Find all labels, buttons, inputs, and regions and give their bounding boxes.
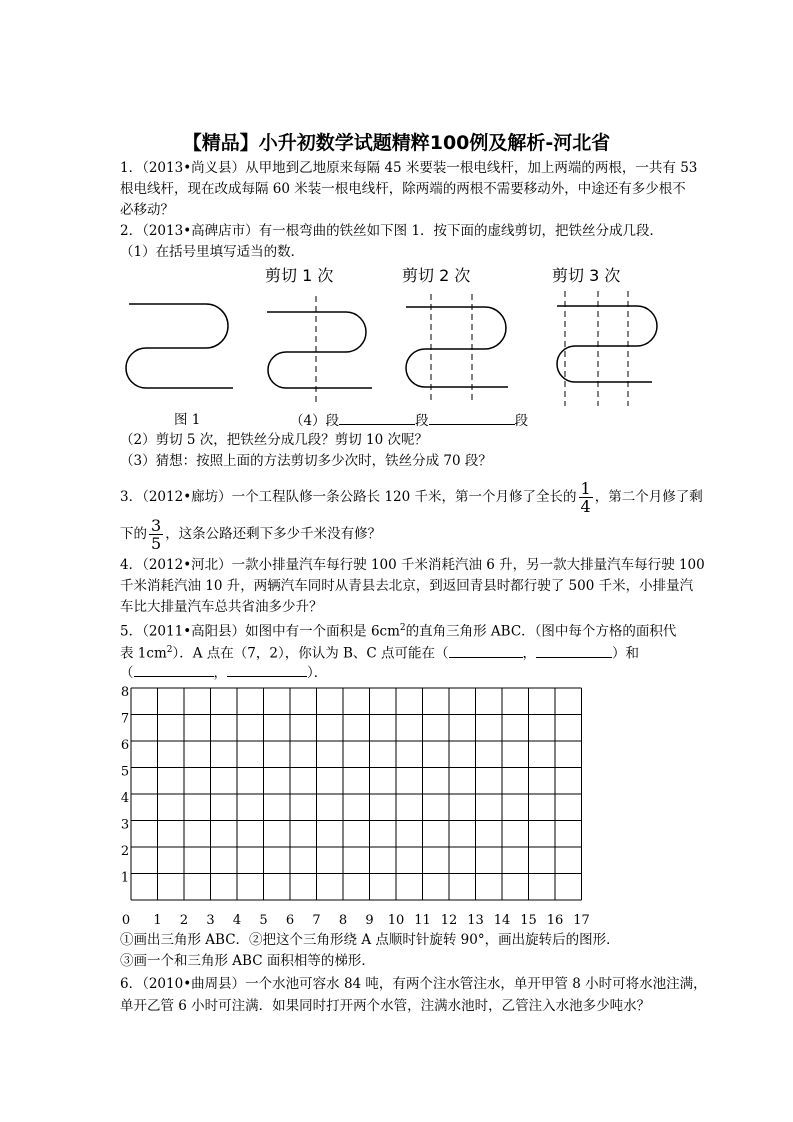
fraction-denominator: 5: [151, 534, 162, 553]
page-title: 【精品】小升初数学试题精粹100例及解析-河北省: [182, 132, 611, 154]
q2-line-1: 2．（2013•高碑店市）有一根弯曲的铁丝如下图 1．按下面的虚线剪切，把铁丝分成几段．: [120, 223, 664, 239]
x-axis-tick-label: 10: [387, 913, 405, 928]
x-axis-tick-label: 15: [520, 913, 537, 928]
q2-sub-3: （3）猜想：按照上面的方法剪切多少次时，铁丝分成 70 段？: [120, 453, 492, 469]
x-axis-tick-label: 0: [121, 913, 131, 928]
q3-text-d: ，这条公路还剩下多少千米没有修？: [165, 526, 382, 542]
segments-unit-2: 段: [514, 413, 529, 429]
x-axis-tick-label: 4: [232, 913, 242, 928]
cut-twice-caption: 剪切 2 次: [402, 266, 471, 285]
y-axis-tick-label: 7: [120, 711, 130, 727]
q3-text-a: 3．（2012•廊坊）一个工程队修一条公路长 120 千米，第一个月修了全长的: [120, 489, 577, 505]
x-axis-tick-label: 16: [546, 913, 564, 928]
q6-line-2: 单开乙管 6 小时可注满．如果同时打开两个水管，注满水池时，乙管注入水池多少吨水？: [120, 998, 651, 1014]
x-axis-tick-label: 6: [285, 913, 295, 928]
x-axis-tick-label: 11: [414, 913, 431, 928]
x-axis-tick-label: 8: [338, 913, 348, 928]
q5-sub-1: ①画出三角形 ABC．②把这个三角形绕 A 点顺时针旋转 90°，画出旋转后的图形．: [120, 932, 620, 948]
q5-text-3c: ）．: [307, 665, 328, 681]
x-axis-tick-label: 2: [179, 913, 189, 928]
y-axis-tick-label: 4: [120, 791, 130, 806]
q5-text-2c: ，: [522, 645, 537, 662]
fraction-numerator: 1: [580, 479, 591, 498]
cut-thrice-caption: 剪切 3 次: [552, 266, 621, 285]
x-axis-tick-label: 7: [312, 913, 321, 928]
x-axis-tick-label: 3: [206, 913, 215, 928]
q1-line-3: 必移动？: [120, 202, 174, 218]
y-axis-tick-label: 5: [120, 764, 130, 780]
q4-line-2: 千米消耗汽油 10 升，两辆汽车同时从青县去北京，到返回青县时都行驶了 500 千米，小排量汽: [120, 578, 694, 594]
x-axis-tick-label: 14: [493, 913, 511, 928]
q5-text-3a: （: [120, 665, 134, 681]
q4-line-1: 4．（2012•河北）一款小排量汽车每行驶 100 千米消耗汽油 6 升，另一款大排量汽车每行驶 100: [120, 557, 705, 573]
q5-text-1b: 的直角三角形 ABC．（图中每个方格的面积代: [405, 623, 677, 640]
x-axis-tick-label: 12: [440, 913, 458, 928]
q5-text-2a: 表 1cm: [120, 645, 167, 662]
q2-line-2: （1）在括号里填写适当的数．: [120, 244, 305, 260]
x-axis-tick-label: 13: [467, 913, 484, 928]
segments-unit-1: 段: [415, 413, 429, 429]
x-axis-tick-label: 5: [259, 913, 268, 928]
fraction-numerator: 3: [151, 516, 162, 535]
y-axis-tick-label: 2: [120, 844, 130, 859]
q5-text-3b: ，: [213, 665, 227, 681]
q6-line-1: 6．（2010•曲周县）一个水池可容水 84 吨，有两个注水管注水，单开甲管 8 小时可将水池注满，: [120, 976, 707, 992]
figure-1-label: 图 1: [174, 412, 201, 428]
q5-text-1a: 5．（2011•高阳县）如图中有一个面积是 6cm: [120, 623, 400, 640]
q5-superscript-1: 2: [399, 623, 406, 633]
x-axis-tick-label: 17: [573, 913, 590, 928]
y-axis-tick-label: 1: [120, 870, 130, 886]
q5-sub-2: ③画一个和三角形 ABC 面积相等的梯形．: [120, 953, 375, 969]
fraction-denominator: 4: [580, 497, 591, 516]
q5-text-2d: ）和: [612, 645, 640, 662]
q4-line-3: 车比大排量汽车总共省油多少升？: [120, 599, 323, 615]
q3-text-b: ，第二个月修了剩: [594, 489, 703, 505]
y-axis-tick-label: 6: [120, 738, 130, 753]
x-axis-tick-label: 1: [153, 913, 162, 928]
y-axis-tick-label: 3: [120, 817, 130, 833]
q1-line-2: 根电线杆，现在改成每隔 60 米装一根电线杆，除两端的两根不需要移动外，中途还有多少根不: [120, 181, 686, 197]
q2-sub-2: （2）剪切 5 次，把铁丝分成几段？剪切 10 次呢？: [120, 432, 429, 448]
cut-once-caption: 剪切 1 次: [265, 266, 334, 285]
y-axis-tick-label: 8: [120, 685, 130, 700]
q5-superscript-2: 2: [166, 645, 173, 655]
x-axis-tick-label: 9: [365, 913, 374, 928]
q1-line-1: 1．（2013•尚义县）从甲地到乙地原来每隔 45 米要装一根电线杆，加上两端的两根，一共有 53: [120, 160, 698, 176]
q3-text-c: 下的: [120, 526, 147, 542]
q5-text-2b: ）．A 点在（7，2），你认为 B、C 点可能在（: [172, 645, 449, 662]
segments-given: （4）段: [290, 413, 340, 429]
